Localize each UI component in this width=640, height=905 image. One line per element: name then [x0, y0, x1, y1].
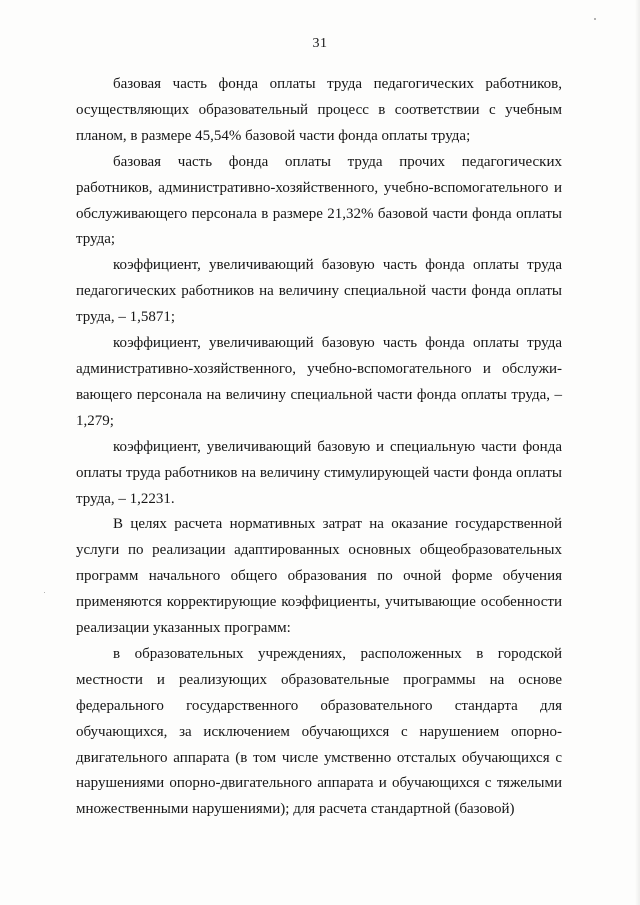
body-text [76, 72, 562, 823]
paragraph-coefficient-admin-special: коэффициент, увеличивающий базовую часть фонда оплаты труда административно-хозяйственного, учебно-вспомогательного и обслуживающего персонала на величину специальной части фонда оплаты труда, – 1,279; [76, 335, 562, 429]
paragraph-base-fund-other-staff: базовая часть фонда оплаты труда прочих педагогических работников, административно-хозяйственного, учебно-вспомогательного и обслуживающего персонала в размере 21,32% базовой части фонда оплаты труда; [76, 153, 562, 248]
paragraph-base-fund-teaching-staff: базовая часть фонда оплаты труда педагогических работников, осуществляющих образовательный процесс в соответствии с учебным планом, в размере 45,54% базовой части фонда оплаты труда; [76, 76, 562, 144]
paragraph-normative-costs: В целях расчета нормативных затрат на оказание государственной услуги по реализации адаптированных основных общеобразовательных программ начального общего образования по очной форме обучения применяются корректирующие коэффициенты, учитывающие особенности реализации указанных программ: [76, 516, 562, 637]
page-edge-shadow [635, 0, 640, 905]
scan-speck [44, 592, 45, 593]
scan-speck [594, 18, 596, 20]
paragraph-coefficient-teaching-special: коэффициент, увеличивающий базовую часть фонда оплаты труда педагогических работников на величину специальной части фонда оплаты труда, – 1,5871; [76, 257, 562, 326]
page-number: 31 [312, 36, 328, 51]
paragraph-coefficient-incentive: коэффициент, увеличивающий базовую и специальную части фонда оплаты труда работников на величину стимулирующей части фонда оплаты труда, – 1,2231. [76, 438, 562, 507]
paragraph-urban-institutions: в образовательных учреждениях, расположенных в городской местности и реализующих образовательные программы на основе федерального государственного образовательного стандарта для обучающихся, за исключением обучающихся с нарушением опорно-двигательного аппарата (в том числе умственно отсталых обучающихся с нарушениями опорно-двигательного аппарата и обучающихся с тяжелыми множественными нарушениями); для расчета стандартной (базовой) [76, 645, 562, 818]
